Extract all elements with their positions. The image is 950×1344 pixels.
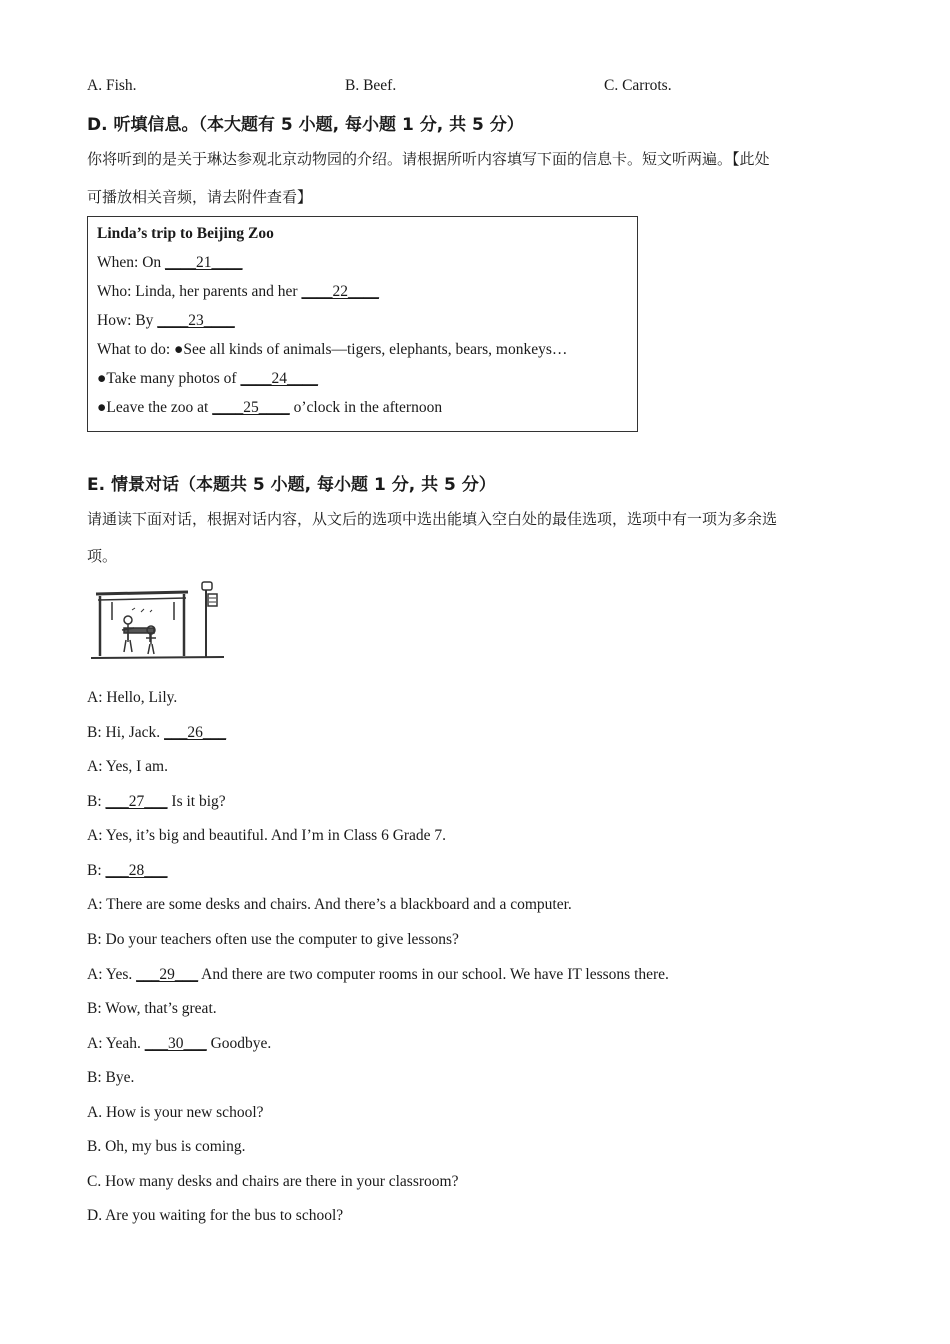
blank-27[interactable]: ___27___ [105, 793, 168, 810]
blank-25[interactable]: ____25____ [212, 399, 290, 416]
dialogue-line [87, 966, 669, 984]
section-e-instruction-1: 请通读下面对话，根据对话内容，从文后的选项中选出能填入空白处的最佳选项，选项中有一项为多余选 [87, 510, 778, 528]
card-title: Linda’s trip to Beijing Zoo [97, 225, 274, 242]
dialogue-line [87, 689, 177, 707]
dialogue-text: A: Hello, Lily. [87, 689, 178, 706]
dialogue-line [87, 896, 572, 914]
dialogue-line [87, 724, 226, 742]
card-how-label: How: By [97, 312, 158, 329]
option-a-fish: A. Fish. [87, 77, 137, 94]
info-card [87, 216, 638, 432]
card-when [97, 254, 243, 272]
section-d-instruction-2: 可播放相关音频，请去附件查看】 [87, 188, 313, 206]
section-e-instruction-2: 项。 [87, 547, 118, 565]
option-b-beef: B. Beef. [345, 77, 397, 94]
card-who-label: Who: Linda, her parents and her [97, 283, 302, 300]
dialogue-text: B: Wow, that’s great. [87, 1000, 217, 1017]
dialogue-text: A: Yes, I am. [87, 758, 168, 775]
dialogue-text: A: Yeah. [87, 1035, 145, 1052]
card-how [97, 312, 235, 330]
blank-22[interactable]: ____22____ [301, 283, 379, 300]
dialogue-text: B: [87, 793, 106, 810]
option-c-carrots: C. Carrots. [604, 77, 672, 94]
card-when-label: When: On [97, 254, 166, 271]
dialogue-line [87, 827, 446, 845]
blank-30[interactable]: ___30___ [144, 1035, 207, 1052]
card-leave-label: ●Leave the zoo at [97, 399, 213, 416]
dialogue-text: A: Yes. [87, 966, 137, 983]
dialogue-text: B: Bye. [87, 1069, 135, 1086]
card-what: What to do: ●See all kinds of animals—tigers, elephants, bears, monkeys… [97, 341, 568, 358]
dialogue-text: B: Hi, Jack. [87, 724, 165, 741]
blank-28[interactable]: ___28___ [105, 862, 168, 879]
dialogue-text-after: Is it big? [167, 793, 226, 810]
answer-option-a: A. How is your new school? [87, 1104, 264, 1121]
section-e-heading: E. 情景对话（本题共 5 小题, 每小题 1 分, 共 5 分） [87, 475, 496, 495]
blank-21[interactable]: ____21____ [165, 254, 243, 271]
answer-option-c: C. How many desks and chairs are there in your classroom? [87, 1173, 459, 1190]
dialogue-line [87, 931, 459, 949]
blank-26[interactable]: ___26___ [164, 724, 227, 741]
dialogue-line [87, 1069, 134, 1087]
dialogue-text-after: Goodbye. [206, 1035, 272, 1052]
card-photos [97, 370, 318, 388]
dialogue-text-after: And there are two computer rooms in our school. We have IT lessons there. [198, 966, 669, 983]
card-leave [97, 399, 442, 417]
section-d-heading: D. 听填信息。（本大题有 5 小题, 每小题 1 分, 共 5 分） [87, 115, 524, 135]
dialogue-text: A: There are some desks and chairs. And there’s a blackboard and a computer. [87, 896, 572, 913]
blank-23[interactable]: ____23____ [157, 312, 235, 329]
section-d-instruction-1: 你将听到的是关于琳达参观北京动物园的介绍。请根据所听内容填写下面的信息卡。短文听两遍。【此处 [87, 150, 770, 168]
blank-29[interactable]: ___29___ [136, 966, 199, 983]
answer-option-b: B. Oh, my bus is coming. [87, 1138, 246, 1155]
card-leave-suffix: o’clock in the afternoon [289, 399, 443, 416]
blank-24[interactable]: ____24____ [240, 370, 318, 387]
dialogue-line [87, 1035, 271, 1053]
bus-stop-illustration [88, 580, 228, 662]
dialogue-line [87, 758, 168, 776]
dialogue-line [87, 793, 226, 811]
card-photos-label: ●Take many photos of [97, 370, 241, 387]
dialogue-text: B: [87, 862, 106, 879]
dialogue-line [87, 1000, 217, 1018]
dialogue-text: B: Do your teachers often use the computer to give lessons? [87, 931, 459, 948]
card-who [97, 283, 379, 301]
dialogue-text: A: Yes, it’s big and beautiful. And I’m in Class 6 Grade 7. [87, 827, 447, 844]
answer-option-d: D. Are you waiting for the bus to school? [87, 1207, 344, 1224]
dialogue-line [87, 862, 168, 880]
